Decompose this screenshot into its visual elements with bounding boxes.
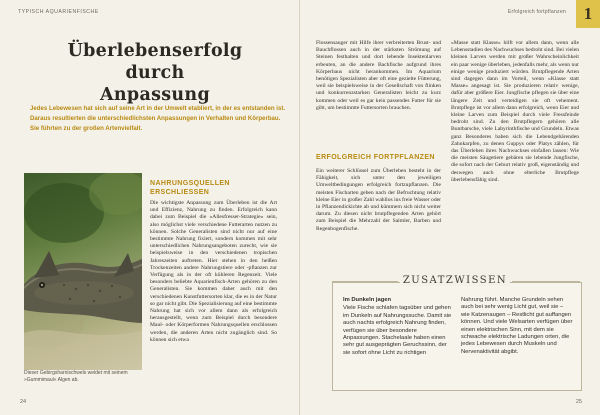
section-heading-line1: NAHRUNGSQUELLEN — [150, 180, 230, 187]
left-body-text: Die wichtigste Anpassung zum Überleben ist die Art und Effizienz, Nahrung zu finden. Erfolgreich kann dabei zum Beispiel die »Allesfresser-Strategie« sein, also möglichst viele verschiedene Futterarten nutzen zu können. Solche Generalisten sind nicht nur auf eine bestimmte Nahrung fixiert, sondern kommen mit sehr unterschiedlichen Nahrungsangeboten zurecht, wie sie beispielsweise in den verschiedenen tropischen Jahreszeiten auftreten. Hier stehen in den heißen Trockenzeiten andere Nahrungstiere oder -pflanzen zur Verfügung als in der oft kühleren Regenzeit. Viele besonders beliebte Aquarienfisch-Arten gehören zu den Generalisten. Sie kommen daher auch mit den verschiedenen Kunstfuttersorten klar, die es in der Natur so gar nicht gibt. Die Spezialisierung auf eine bestimmte Nahrung hat sich vor allem dann als erfolgreich herausgestellt, wenn zum Beispiel durch besondere Maul- oder Körperformen Nahrungsquellen erschlossen werden, die anderen Arten nicht zugänglich sind. So können sich etwa — [150, 200, 277, 343]
right-page-number: 25 — [575, 399, 582, 405]
extra-box-col1-text: Viele Fische schlafen tagsüber und gehen im Dunkeln auf Nahrungssuche. Damit sie auch nachts erfolgreich Nahrung finden, verfügen sie über besondere Anpassungen. Stachelaale haben einen sehr gut ausgeprägten Geruchssinn, der sie sofort ohne Licht zu richtigen — [343, 305, 452, 356]
page-title-line2: Anpassung — [100, 85, 210, 105]
extra-box-subheading: Im Dunkeln jagen — [343, 297, 391, 303]
section-heading-line2: ERSCHLIESSEN — [150, 188, 210, 196]
right-col2-text: »Masse statt Klasse« hilft vor allem dann, wenn alle Lebensstadien des Nachwuchses bedroht sind. Bei vielen kleinen Larven werden mit großer Wahrscheinlichkeit ein paar wenige überleben, jedenfalls mehr, als wenn nur einige wenige produziert würden. Brutpflegende Arten sind dagegen dann im Vorteil, wenn »Klasse statt Masse« angesagt ist. Sie produzieren relativ wenige, dafür aber größere Eier. Jungfische pflegen sie über eine längere Zeit und verteidigen sie oft vehement. Brutpflege ist vor allem dann erfolgreich, wenn Eier und kleine Larven zum Beispiel durch viele Fressfeinde bedroht sind. Zu den Brutpflegern gehören alle Buntbarsche, viele Labyrinthfische und Grundeln. Etwas ganz Besonderes haben sich die Lebendgebärenden Zahnkarpfen, zu denen Guppys oder Platys zählen, für das Überleben ihres Nachwuchses einfallen lassen: Wie die meisten Säugetiere gebären sie lebende Jungfische, die sofort nach der Geburt relativ groß, eigenständig und deswegen auch ohne elterliche Brutpflege überlebensfähig sind. — [451, 40, 579, 183]
page-gutter — [299, 0, 300, 415]
right-col1-text: Flossensauger mit Hilfe ihrer verbreiterten Brust- und Bauchflossen auch in der stärksten Strömung auf Steinen festhalten und dort lebende Insektenlarven erbeuten, an die andere Bachfische aufgrund ihres Körperbaus nicht herankommen. Im Aquarium benötigen Spezialisten aber oft eine gezielte Fütterung, weil sie beispielsweise in der Gesellschaft von flinken und konkurrenzstarken Generalisten leicht zu kurz kommen oder weil es gar kein passendes Futter für sie gibt, um bestimmte Futtersorten brauchen. — [316, 40, 441, 111]
right-running-head: Erfolgreich fortpflanzen — [507, 9, 566, 15]
extra-box-col2: Nahrung führt. Manche Grundeln sehen auch bei sehr wenig Licht gut, weil sie – wie Katzenaugen – Restlicht gut auffangen können. Und viele Welsarten verfügen über einen elektrischen Sinn, mit dem sie schwache elektrische Ladungen orten, die jedes Lebewesen durch Muskeln und Nervenaktivität abgibt. — [461, 297, 573, 355]
left-running-head: TYPISCH AQUARIENFISCHE — [18, 9, 99, 15]
catfish-illustration — [24, 173, 142, 370]
page-title-line1: Überlebenserfolg durch — [67, 41, 243, 83]
extra-box-title: ZUSATZWISSEN — [400, 275, 510, 286]
zusatzwissen-box — [332, 282, 582, 391]
extra-box-col1 — [343, 297, 453, 357]
chapter-number-tab: 1 — [576, 0, 600, 28]
left-page-number: 24 — [20, 399, 27, 405]
catfish-photo — [24, 173, 142, 370]
page-title — [40, 40, 270, 106]
right-section-body: Ein weiterer Schlüssel zum Überleben besteht in der Fähigkeit, sich unter den jeweiligen Umweltbedingungen erfolgreich fortzupflanzen. Die meisten Fischarten geben nach der Befruchtung relativ kleine Eier in großer Zahl wahllos ins freie Wasser oder in Pflanzendickichte ab und kümmern sich nicht weiter darum. Zu diesen nicht brutpflegenden Arten gehört zum Beispiel die Mehrzahl der Salmler, Barben und Regenbogenfische. — [316, 168, 441, 232]
photo-caption: Dieser Gebirgsharnischwels weidet mit seinem »Gummimaul« Algen ab. — [24, 370, 128, 383]
lead-paragraph: Jedes Lebewesen hat sich auf seine Art in der Umwelt etabliert, in der es entstanden ist. Daraus resultierten die unterschiedlichsten Anpassungen in Verhalten und Körperbau. Sie führten zu der großen Artenvielfalt. — [30, 105, 286, 132]
section-heading-nahrungsquellen — [150, 180, 280, 197]
section-heading-fortpflanzen: ERFOLGREICH FORTPFLANZEN — [316, 154, 435, 161]
